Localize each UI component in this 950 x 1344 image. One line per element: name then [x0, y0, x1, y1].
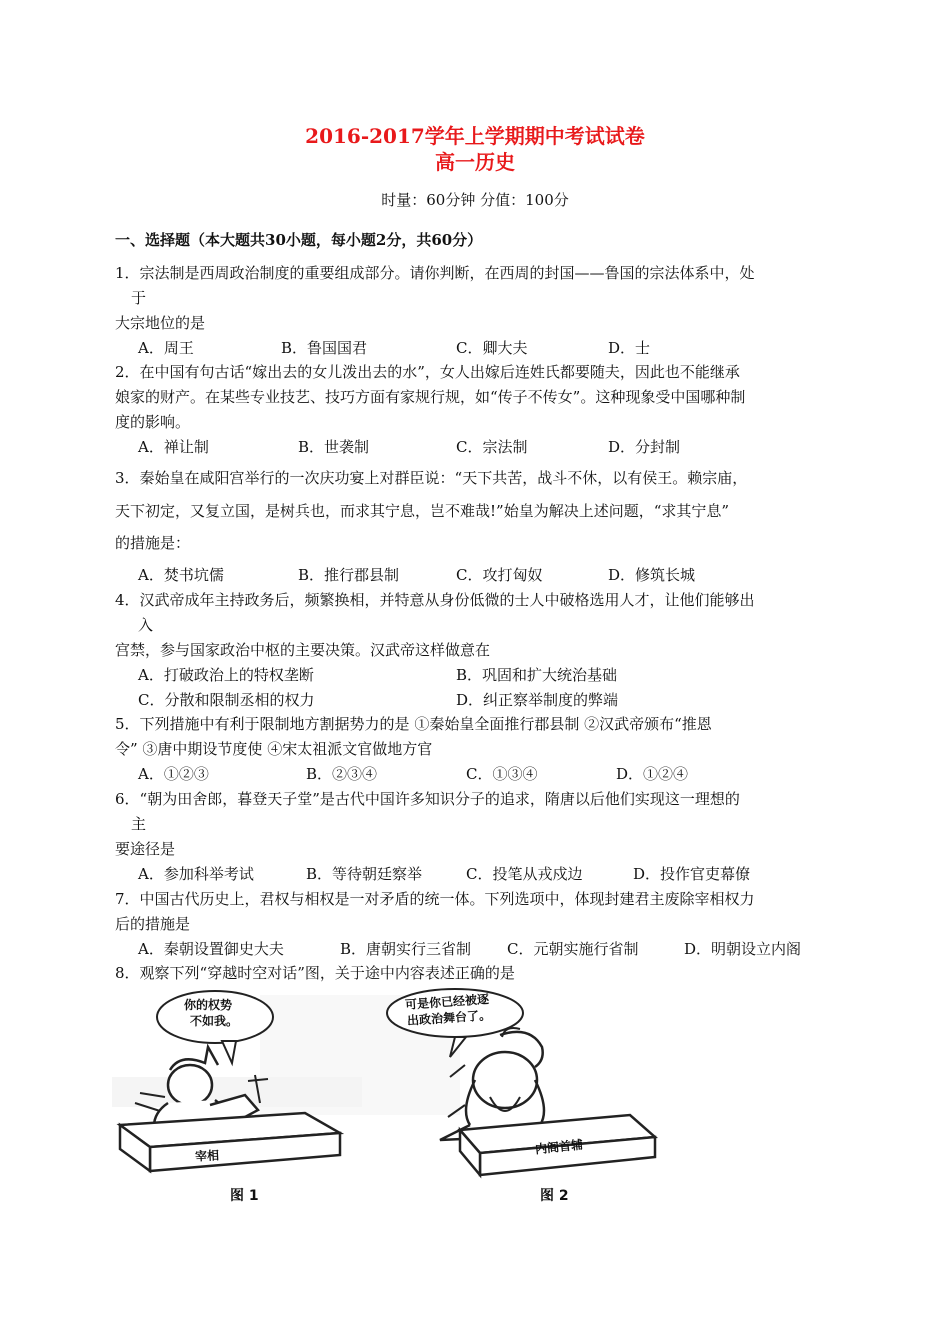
option-b: B．②③④ [306, 765, 378, 783]
option-a: A．参加科举考试 [138, 865, 254, 883]
option-a: A．打破政治上的特权垄断 [138, 666, 314, 684]
cartoon-figure [110, 985, 670, 1210]
question-line: 度的影响。 [115, 413, 191, 431]
option-b: B．唐朝实行三省制 [340, 940, 472, 958]
question-line: 宫禁，参与国家政治中枢的主要决策。汉武帝这样做意在 [115, 641, 491, 659]
question-line: 2．在中国有句古话“嫁出去的女儿泼出去的水”，女人出嫁后连姓氏都要随夫，因此也不能继承 [115, 363, 740, 381]
section-heading: 一、选择题（本大题共30小题，每小题2分，共60分） [115, 231, 483, 249]
bubble-1-line-1: 你的权势 [184, 998, 233, 1012]
question-line: 令” ③唐中期设节度使 ④宋太祖派文官做地方官 [115, 740, 433, 758]
question-line: 主 [131, 815, 147, 833]
option-c: C．宗法制 [456, 438, 528, 456]
question-line: 大宗地位的是 [115, 314, 206, 332]
option-a: A．周王 [138, 339, 194, 357]
bubble-1-line-2: 不如我。 [190, 1014, 239, 1028]
option-d: D．纠正察举制度的弊端 [456, 691, 619, 709]
question-line: 7．中国古代历史上，君权与相权是一对矛盾的统一体。下列选项中，体现封建君主废除宰相权力 [115, 890, 755, 908]
exam-info: 时量：60分钟 分值：100分 [381, 191, 569, 209]
official-figure-1 [168, 1065, 212, 1105]
question-line: 3．秦始皇在咸阳宫举行的一次庆功宴上对群臣说：“天下共苦，战斗不休，以有侯王。赖宗庙， [115, 469, 748, 487]
option-c: C．卿大夫 [456, 339, 528, 357]
option-d: D．明朝设立内阁 [684, 940, 802, 958]
option-d: D．修筑长城 [608, 566, 696, 584]
option-c: C．投笔从戎戍边 [466, 865, 583, 883]
question-line: 于 [131, 289, 147, 307]
question-line: 入 [138, 616, 154, 634]
option-a: A．禅让制 [138, 438, 209, 456]
question-line: 要途径是 [115, 840, 176, 858]
option-b: B．世袭制 [298, 438, 370, 456]
question-line: 4．汉武帝成年主持政务后，频繁换相，并特意从身份低微的士人中破格选用人才，让他们能够出 [115, 591, 755, 609]
question-line: 6．“朝为田舍郎，暮登天子堂”是古代中国许多知识分子的追求，隋唐以后他们实现这一理想的 [115, 790, 740, 808]
question-line: 娘家的财产。在某些专业技艺、技巧方面有家规行规，如“传子不传女”。这种现象受中国哪种制 [115, 388, 746, 406]
option-b: B．等待朝廷察举 [306, 865, 423, 883]
option-d: D．投作官吏幕僚 [633, 865, 751, 883]
question-line: 8．观察下列“穿越时空对话”图，关于途中内容表述正确的是 [115, 964, 515, 982]
plate-2-label: 内阁首辅 [534, 1137, 584, 1157]
option-c: C．①③④ [466, 765, 538, 783]
question-line: 天下初定，又复立国，是树兵也，而求其宁息，岂不难哉!”始皇为解决上述问题，“求其宁息” [115, 502, 730, 520]
option-c: C．元朝实施行省制 [507, 940, 639, 958]
option-a: A．焚书坑儒 [138, 566, 224, 584]
option-a: A．秦朝设置御史大夫 [138, 940, 284, 958]
option-b: B．巩固和扩大统治基础 [456, 666, 618, 684]
question-line: 的措施是： [115, 534, 191, 552]
option-b: B．推行郡县制 [298, 566, 400, 584]
exam-title: 2016-2017学年上学期期中考试试卷 [305, 124, 645, 148]
question-line: 1．宗法制是西周政治制度的重要组成部分。请你判断，在西周的封国——鲁国的宗法体系中，处 [115, 264, 755, 282]
exam-subject: 高一历史 [435, 150, 515, 174]
option-d: D．分封制 [608, 438, 681, 456]
figure-2-caption: 图 2 [540, 1188, 569, 1204]
option-c: C．分散和限制丞相的权力 [138, 691, 315, 709]
option-b: B．鲁国国君 [281, 339, 368, 357]
figure-1-caption: 图 1 [230, 1188, 259, 1204]
option-d: D．士 [608, 339, 651, 357]
question-line: 5．下列措施中有利于限制地方割据势力的是 ①秦始皇全面推行郡县制 ②汉武帝颁布“推恩 [115, 715, 712, 733]
question-line: 后的措施是 [115, 915, 191, 933]
option-d: D．①②④ [616, 765, 689, 783]
bubble-2-line-1: 可是你已经被逐 [404, 992, 490, 1012]
option-a: A．①②③ [138, 765, 209, 783]
option-c: C．攻打匈奴 [456, 566, 543, 584]
bubble-2-line-2: 出政治舞台了。 [406, 1008, 492, 1028]
plate-1-label: 宰相 [194, 1148, 220, 1164]
